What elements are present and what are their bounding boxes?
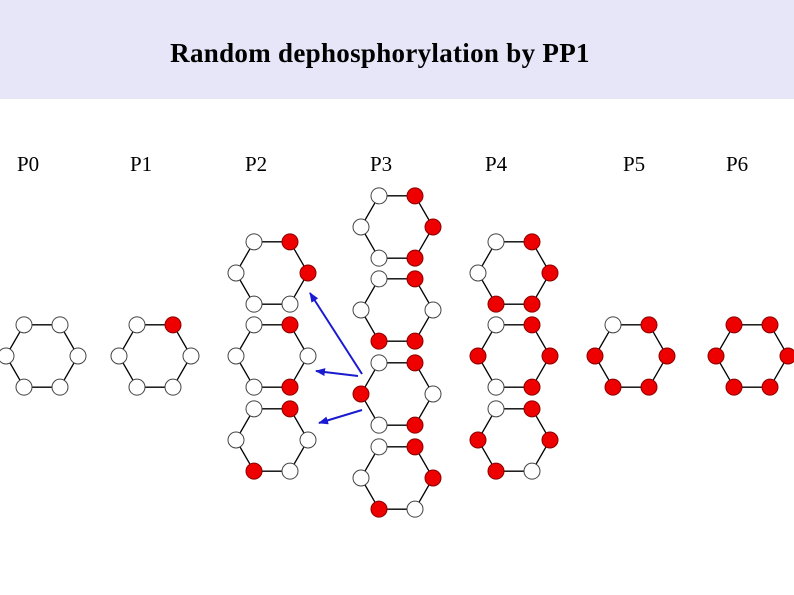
- label-p6: P6: [726, 152, 749, 176]
- hexamer-p2-3: [228, 401, 316, 479]
- phosphorylated-subunit: [371, 333, 387, 349]
- phosphorylated-subunit: [524, 317, 540, 333]
- phosphorylated-subunit: [542, 265, 558, 281]
- hexamer-p1-1: [111, 317, 199, 395]
- phosphorylated-subunit: [726, 379, 742, 395]
- phosphorylated-subunit: [726, 317, 742, 333]
- phosphorylated-subunit: [353, 386, 369, 402]
- unphosphorylated-subunit: [488, 234, 504, 250]
- dephosphorylation-arrow: [316, 371, 358, 376]
- phosphorylated-subunit: [780, 348, 794, 364]
- unphosphorylated-subunit: [371, 355, 387, 371]
- label-p3: P3: [370, 152, 393, 176]
- hexamer-p4-1: [470, 234, 558, 312]
- phosphorylated-subunit: [407, 333, 423, 349]
- dephosphorylation-arrow: [319, 410, 362, 423]
- unphosphorylated-subunit: [353, 470, 369, 486]
- unphosphorylated-subunit: [183, 348, 199, 364]
- unphosphorylated-subunit: [300, 432, 316, 448]
- phosphorylated-subunit: [605, 379, 621, 395]
- phosphorylated-subunit: [524, 296, 540, 312]
- unphosphorylated-subunit: [52, 317, 68, 333]
- hexamer-p6-1: [708, 317, 794, 395]
- phosphorylated-subunit: [587, 348, 603, 364]
- unphosphorylated-subunit: [246, 296, 262, 312]
- unphosphorylated-subunit: [470, 265, 486, 281]
- phosphorylated-subunit: [470, 432, 486, 448]
- phosphorylated-subunit: [407, 417, 423, 433]
- unphosphorylated-subunit: [246, 401, 262, 417]
- hexamer-p4-2: [470, 317, 558, 395]
- unphosphorylated-subunit: [0, 348, 14, 364]
- unphosphorylated-subunit: [70, 348, 86, 364]
- unphosphorylated-subunit: [488, 401, 504, 417]
- unphosphorylated-subunit: [371, 417, 387, 433]
- phosphorylated-subunit: [542, 432, 558, 448]
- unphosphorylated-subunit: [353, 302, 369, 318]
- unphosphorylated-subunit: [129, 317, 145, 333]
- phosphorylated-subunit: [762, 379, 778, 395]
- phosphorylated-subunit: [524, 234, 540, 250]
- unphosphorylated-subunit: [524, 463, 540, 479]
- unphosphorylated-subunit: [488, 317, 504, 333]
- phosphorylated-subunit: [300, 265, 316, 281]
- unphosphorylated-subunit: [425, 302, 441, 318]
- phosphorylated-subunit: [407, 250, 423, 266]
- phosphorylated-subunit: [282, 401, 298, 417]
- unphosphorylated-subunit: [371, 439, 387, 455]
- phosphorylated-subunit: [425, 470, 441, 486]
- phosphorylated-subunit: [282, 234, 298, 250]
- unphosphorylated-subunit: [605, 317, 621, 333]
- phosphorylated-subunit: [524, 401, 540, 417]
- unphosphorylated-subunit: [371, 250, 387, 266]
- phosphorylated-subunit: [641, 379, 657, 395]
- unphosphorylated-subunit: [353, 219, 369, 235]
- phosphorylated-subunit: [407, 355, 423, 371]
- phosphorylated-subunit: [542, 348, 558, 364]
- hexamer-p3-3: [353, 355, 441, 433]
- phosphorylated-subunit: [488, 296, 504, 312]
- unphosphorylated-subunit: [228, 348, 244, 364]
- label-p0: P0: [17, 152, 40, 176]
- unphosphorylated-subunit: [165, 379, 181, 395]
- slide-title: Random dephosphorylation by PP1: [170, 38, 590, 68]
- unphosphorylated-subunit: [407, 501, 423, 517]
- hexamer-p3-2: [353, 271, 441, 349]
- hexamer-p3-1: [353, 188, 441, 266]
- unphosphorylated-subunit: [488, 379, 504, 395]
- hexamer-p0-1: [0, 317, 86, 395]
- phosphorylated-subunit: [641, 317, 657, 333]
- phosphorylated-subunit: [407, 188, 423, 204]
- unphosphorylated-subunit: [228, 265, 244, 281]
- label-p5: P5: [623, 152, 646, 176]
- phosphorylated-subunit: [282, 317, 298, 333]
- hexamer-p2-1: [228, 234, 316, 312]
- label-p4: P4: [485, 152, 508, 176]
- phosphorylated-subunit: [407, 271, 423, 287]
- unphosphorylated-subunit: [246, 379, 262, 395]
- unphosphorylated-subunit: [52, 379, 68, 395]
- unphosphorylated-subunit: [282, 463, 298, 479]
- phosphorylated-subunit: [470, 348, 486, 364]
- phosphorylated-subunit: [371, 501, 387, 517]
- phosphorylated-subunit: [488, 463, 504, 479]
- phosphorylated-subunit: [282, 379, 298, 395]
- phosphorylated-subunit: [708, 348, 724, 364]
- phosphorylated-subunit: [659, 348, 675, 364]
- phosphorylated-subunit: [246, 463, 262, 479]
- phosphorylated-subunit: [407, 439, 423, 455]
- unphosphorylated-subunit: [300, 348, 316, 364]
- unphosphorylated-subunit: [228, 432, 244, 448]
- unphosphorylated-subunit: [282, 296, 298, 312]
- unphosphorylated-subunit: [16, 379, 32, 395]
- label-p1: P1: [130, 152, 153, 176]
- unphosphorylated-subunit: [371, 188, 387, 204]
- phosphorylated-subunit: [425, 219, 441, 235]
- hexamer-p3-4: [353, 439, 441, 517]
- label-p2: P2: [245, 152, 268, 176]
- phosphorylated-subunit: [762, 317, 778, 333]
- unphosphorylated-subunit: [371, 271, 387, 287]
- unphosphorylated-subunit: [246, 234, 262, 250]
- phosphorylated-subunit: [524, 379, 540, 395]
- phosphorylated-subunit: [165, 317, 181, 333]
- unphosphorylated-subunit: [111, 348, 127, 364]
- hexamer-p2-2: [228, 317, 316, 395]
- hexamer-p5-1: [587, 317, 675, 395]
- unphosphorylated-subunit: [425, 386, 441, 402]
- unphosphorylated-subunit: [246, 317, 262, 333]
- unphosphorylated-subunit: [16, 317, 32, 333]
- hexamer-p4-3: [470, 401, 558, 479]
- unphosphorylated-subunit: [129, 379, 145, 395]
